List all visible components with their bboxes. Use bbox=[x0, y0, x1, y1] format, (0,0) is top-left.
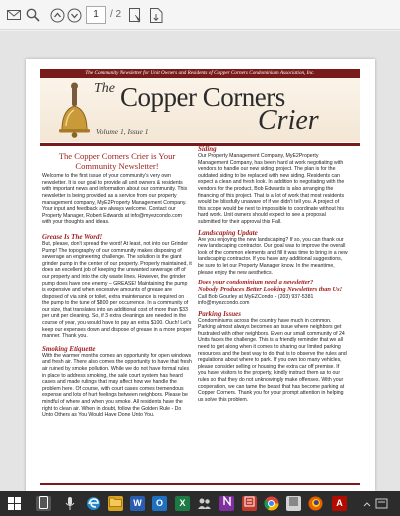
taskbar bbox=[0, 491, 400, 516]
onenote-icon[interactable] bbox=[219, 496, 234, 511]
masthead bbox=[40, 78, 360, 142]
title-the: The bbox=[94, 81, 115, 96]
newsletter-banner: The Community Newsletter for Unit Owners and Residents of Copper Corners Condominium Association, Inc. bbox=[40, 69, 360, 78]
excel-icon[interactable]: X bbox=[175, 496, 190, 511]
document-viewer[interactable] bbox=[0, 31, 400, 491]
previous-page-icon[interactable] bbox=[49, 6, 65, 24]
edge-browser-icon[interactable] bbox=[86, 496, 101, 511]
parking-heading: Parking Issues bbox=[198, 309, 241, 318]
mobile-device-icon[interactable] bbox=[36, 496, 51, 511]
select-page-icon[interactable] bbox=[127, 6, 143, 24]
outlook-icon[interactable]: O bbox=[152, 496, 167, 511]
siding-heading: Siding bbox=[198, 145, 217, 153]
right-column bbox=[198, 145, 348, 405]
contact-email: info@myezcondo.com bbox=[198, 300, 250, 307]
newsletter-ad-question: Does your condominium need a newsletter? bbox=[198, 279, 314, 287]
landscaping-body: Are you enjoying the new landscaping? If so, you can thank our new landscaping contractor. Our goal was to improve the overall look of the common elements and fill it was time to bring in a new landscaping contractor. If you have any additional suggestions, be sure to let our Property Manager know. In the meantime, please enjoy the new aesthetics. bbox=[198, 236, 348, 276]
pdf-toolbar bbox=[0, 0, 400, 30]
notification-area[interactable] bbox=[362, 496, 392, 511]
welcome-body: Welcome to the first issue of your community's very own newsletter. It is our goal to provide all unit owners & residents with important news and information about our community. This newsletter is being provided as a service from our property management company, MyE2Property Management Company. Your input and feedback are always welcome. Contact our Property Manager, Robert Edwards at info@myezcondo.com with your thoughts and ideas. bbox=[42, 173, 188, 226]
welcome-heading: The Copper Corners Crier is Your Community Newsletter! bbox=[58, 151, 176, 171]
bottom-divider bbox=[40, 483, 360, 485]
app-tile-icon[interactable] bbox=[286, 496, 301, 511]
landscaping-heading: Landscaping Update bbox=[198, 228, 258, 237]
search-icon[interactable] bbox=[25, 6, 41, 24]
town-crier-bell-icon bbox=[54, 82, 94, 138]
smoking-heading: Smoking Etiquette bbox=[42, 344, 96, 353]
microphone-icon[interactable] bbox=[62, 496, 77, 511]
word-icon[interactable]: W bbox=[130, 496, 145, 511]
pdf-page bbox=[26, 59, 375, 491]
siding-body: Our Property Management Company, MyE2Property Management Company, has been hard at work negotiating with vendors to handle our new siding project. The plan is for the outdated siding to be replaced with new siding. Residents can expect a clean and fresh look. In addition to negotiating with the vendors for the product, Bob Edwards is also arranging the financing of this project. That is a lot of work that most residents would be blissfully unaware of if we didn't tell you. A project of this scope would be next to impossible to coordinate without his hard work. Unit owners should expect to see a proposal submitted for their approval this Fall. bbox=[198, 153, 345, 225]
parking-body: Condominiums across the country have much in common. Parking almost always becomes an issue where neighbors get frustrated with other neighbors. Even our small community of 24 Units faces the challenge. This is a friendly reminder that we all need to get along when it comes to sharing our limited parking resources and the best way to do that is to observe the rules and regulations about where to park. If you own too many vehicles, please consider selling or housing the extra car off premise. If you have visitors to the property, kindly instruct them as to our rules so that they do not unknowingly make offenses. With your cooperation, we can tame the beast that has become parking at Copper Corners. Thank you for your prompt attention in helping us solve this problem. bbox=[198, 317, 347, 403]
left-column bbox=[42, 152, 192, 421]
next-page-icon[interactable] bbox=[66, 6, 82, 24]
firefox-icon[interactable] bbox=[308, 496, 323, 511]
email-icon[interactable] bbox=[6, 6, 22, 24]
chrome-icon[interactable] bbox=[264, 496, 279, 511]
app-icon[interactable] bbox=[242, 496, 257, 511]
grease-heading: Grease Is The Word! bbox=[42, 232, 103, 241]
download-page-icon[interactable] bbox=[148, 6, 164, 24]
volume-issue: Volume 1, Issue 1 bbox=[96, 127, 149, 136]
grease-body: But, please, don't spread the word! At least, not into our Grinder Pump! The topography of our community makes disposing of sewerage an engineering challenge. The solution is the giant grinder pump in the center of our property. Properly maintained, it does an excellent job of keeping the unwanted sewerage off of our property and into the city waste lines. However, the grinder pump does have one enemy – GREASE! Maintaining the pump is expensive and when excessive amounts of grease are disposed of via sink or toilet, extra maintenance is required on the pump to the tune of $800 per occurrence. In a community of our size, that translates into an additional cost of more than $33 per unit per cleaning. So, if 3 extra cleanings are needed in the course of year, you would have to pay an extra $100. Ouch! Let's keep our expenses down and dispose of grease in a more proper manner. Thank you. bbox=[42, 240, 192, 340]
file-explorer-icon[interactable] bbox=[108, 496, 123, 511]
contact-phone: Call Bob Gourley at MyEZCondo - (203) 937-5381 bbox=[198, 293, 314, 300]
page-total: / 2 bbox=[110, 9, 122, 20]
newsletter-ad-tagline: Nobody Produces Better Looking Newsletters than Us! bbox=[198, 286, 343, 294]
start-icon[interactable] bbox=[7, 496, 22, 511]
acrobat-icon[interactable]: A bbox=[332, 496, 347, 511]
smoking-body: With the warmer months comes an opportunity for open windows and fresh air. There also comes the opportunity to have that fresh air ruined by smoke pollution. While we do not have formal rules in place to address smoking, the sale court system has heard cases and made rulings that may affect how we handle the problem here. Of course, with court cases comes tremendous expense and lots of hurt feelings between neighbors. Please be mindful of where and when you smoke. All residents have the right to clean air. When in doubt, follow the Golden Rule - Do Unto Others as You Would Have Done Unto You. bbox=[42, 352, 192, 419]
title-copper-corners: Copper Corners bbox=[120, 82, 285, 112]
people-icon[interactable] bbox=[197, 496, 212, 511]
page-number-input[interactable]: 1 bbox=[86, 6, 106, 24]
title-crier: Crier bbox=[258, 105, 319, 136]
